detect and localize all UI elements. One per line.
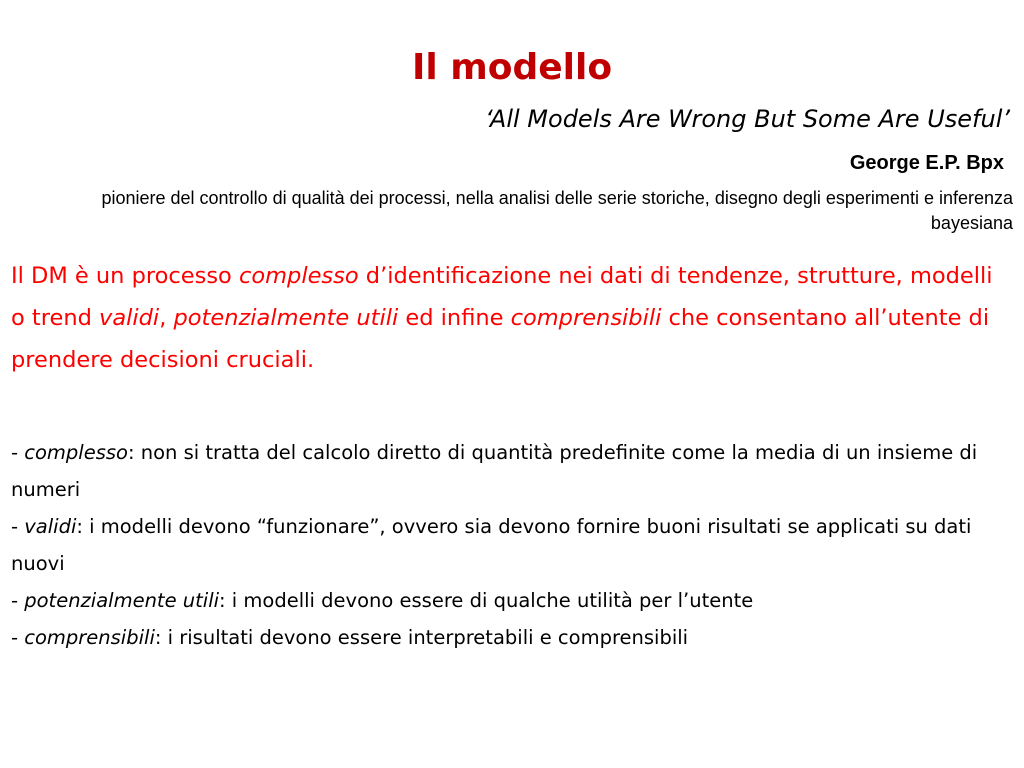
definition-paragraph bbox=[11, 255, 1010, 381]
definition-term-complesso: complesso bbox=[238, 263, 359, 289]
explanation-term: potenzialmente utili bbox=[24, 589, 220, 612]
explanation-item-potenzialmente-utili bbox=[11, 582, 1016, 619]
explanation-item-validi bbox=[11, 508, 1016, 582]
slide-title: Il modello bbox=[411, 47, 613, 88]
explanation-text: : i modelli devono essere di qualche utilità per l’utente bbox=[219, 589, 754, 612]
definition-term-validi: validi bbox=[99, 305, 160, 331]
definition-text: , bbox=[159, 305, 174, 331]
definition-text: Il DM è un processo bbox=[11, 263, 239, 289]
definition-term-comprensibili: comprensibili bbox=[510, 305, 662, 331]
explanation-term: comprensibili bbox=[24, 626, 155, 649]
explanation-item-comprensibili bbox=[11, 619, 1016, 656]
quote: ‘All Models Are Wrong But Some Are Useful’ bbox=[485, 105, 1010, 133]
explanation-dash: - bbox=[11, 589, 25, 612]
explanation-term: validi bbox=[24, 515, 77, 538]
explanations-list bbox=[11, 434, 1016, 656]
explanation-item-complesso bbox=[11, 434, 1016, 508]
definition-text: d’identificazione nei dati di tendenze, strutture, modelli o trend bbox=[11, 263, 993, 331]
explanation-text: : i modelli devono “funzionare”, ovvero sia devono fornire buoni risultati se applicati su dati nuovi bbox=[11, 515, 972, 575]
author-description: pioniere del controllo di qualità dei processi, nella analisi delle serie storiche, disegno degli esperimenti e inferenza bayesiana bbox=[101, 188, 1013, 233]
explanation-dash: - bbox=[11, 441, 25, 464]
explanation-term: complesso bbox=[24, 441, 128, 464]
definition-text: ed infine bbox=[398, 305, 511, 331]
definition-text: che consentano all’utente di prendere decisioni cruciali. bbox=[11, 305, 990, 373]
explanation-text: : non si tratta del calcolo diretto di quantità predefinite come la media di un insieme di numeri bbox=[11, 441, 978, 501]
quote-author: George E.P. Bpx bbox=[849, 152, 1004, 174]
explanation-text: : i risultati devono essere interpretabili e comprensibili bbox=[154, 626, 689, 649]
explanation-dash: - bbox=[11, 515, 25, 538]
definition-term-potenzialmente-utili: potenzialmente utili bbox=[173, 305, 399, 331]
explanation-dash: - bbox=[11, 626, 25, 649]
